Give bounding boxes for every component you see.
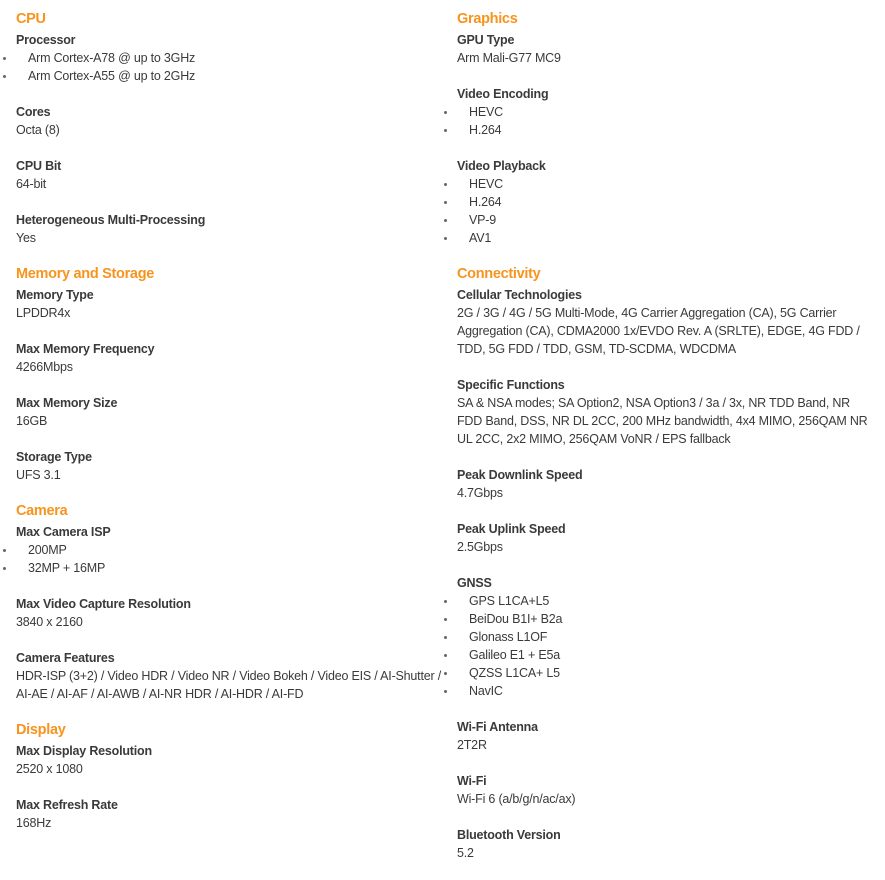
- section-camera: [16, 502, 457, 703]
- list-item: HEVC: [457, 175, 877, 193]
- section-title: Memory and Storage: [16, 266, 155, 282]
- spec-label: Wi-Fi Antenna: [457, 720, 538, 734]
- list-item: Arm Cortex-A78 @ up to 3GHz: [16, 49, 457, 67]
- spec-value: Wi-Fi 6 (a/b/g/n/ac/ax): [457, 792, 576, 806]
- section-cpu: [16, 10, 457, 247]
- spec-value: 2.5Gbps: [457, 540, 503, 554]
- spec-wi-fi-antenna: [457, 718, 877, 754]
- spec-bluetooth-version: [457, 826, 877, 862]
- spec-label: Max Memory Size: [16, 396, 118, 410]
- spec-value: HDR-ISP (3+2) / Video HDR / Video NR / Video Bokeh / Video EIS / AI-Shutter / AI-AE / AI-AF / AI-AWB / AI-NR HDR / AI-HDR / AI-FD: [16, 669, 441, 701]
- spec-value: Arm Mali-G77 MC9: [457, 51, 561, 65]
- spec-label: Max Video Capture Resolution: [16, 597, 191, 611]
- spec-gpu-type: [457, 31, 877, 67]
- spec-value: 4266Mbps: [16, 360, 73, 374]
- section-title: Display: [16, 722, 66, 738]
- spec-cpu-bit: [16, 157, 457, 193]
- spec-value: 2520 x 1080: [16, 762, 83, 776]
- spec-wi-fi: [457, 772, 877, 808]
- spec-processor: [16, 31, 457, 85]
- list-item: Galileo E1 + E5a: [457, 646, 877, 664]
- spec-label: GPU Type: [457, 33, 515, 47]
- spec-label: Heterogeneous Multi-Processing: [16, 213, 206, 227]
- spec-value: 4.7Gbps: [457, 486, 503, 500]
- list-item: BeiDou B1I+ B2a: [457, 610, 877, 628]
- section-display: [16, 721, 457, 832]
- section-memory-and-storage: [16, 265, 457, 484]
- section-title: Camera: [16, 503, 68, 519]
- spec-gnss: [457, 574, 877, 700]
- section-graphics: [457, 10, 877, 247]
- spec-value: 2T2R: [457, 738, 487, 752]
- list-item: H.264: [457, 121, 877, 139]
- spec-value-list: [16, 49, 457, 85]
- spec-max-memory-size: [16, 394, 457, 430]
- spec-label: Max Refresh Rate: [16, 798, 118, 812]
- spec-value: LPDDR4x: [16, 306, 71, 320]
- list-item: GPS L1CA+L5: [457, 592, 877, 610]
- spec-value-list: [457, 175, 877, 247]
- spec-max-display-resolution: [16, 742, 457, 778]
- spec-label: GNSS: [457, 576, 492, 590]
- spec-label: CPU Bit: [16, 159, 62, 173]
- list-item: 32MP + 16MP: [16, 559, 457, 577]
- spec-label: Storage Type: [16, 450, 92, 464]
- spec-value: UFS 3.1: [16, 468, 61, 482]
- spec-value: 5.2: [457, 846, 474, 860]
- spec-value: 16GB: [16, 414, 48, 428]
- spec-value: SA & NSA modes; SA Option2, NSA Option3 / 3a / 3x, NR TDD Band, NR FDD Band, DSS, NR DL 2CC, 200 MHz bandwidth, 4x4 MIMO, 256QAM NR UL 2CC, 2x2 MIMO, 256QAM VoNR / EPS fallback: [457, 396, 868, 446]
- list-item: H.264: [457, 193, 877, 211]
- spec-label: Video Playback: [457, 159, 546, 173]
- section-title: Connectivity: [457, 266, 541, 282]
- spec-value: Yes: [16, 231, 36, 245]
- section-title: Graphics: [457, 11, 518, 27]
- spec-label: Camera Features: [16, 651, 115, 665]
- list-item: AV1: [457, 229, 877, 247]
- list-item: HEVC: [457, 103, 877, 121]
- spec-label: Video Encoding: [457, 87, 549, 101]
- section-title: CPU: [16, 11, 46, 27]
- list-item: 200MP: [16, 541, 457, 559]
- spec-max-camera-isp: [16, 523, 457, 577]
- spec-label: Processor: [16, 33, 76, 47]
- right-column: [457, 0, 877, 880]
- list-item: Arm Cortex-A55 @ up to 2GHz: [16, 67, 457, 85]
- spec-peak-uplink-speed: [457, 520, 877, 556]
- spec-max-memory-frequency: [16, 340, 457, 376]
- spec-peak-downlink-speed: [457, 466, 877, 502]
- spec-label: Cores: [16, 105, 51, 119]
- spec-max-refresh-rate: [16, 796, 457, 832]
- list-item: QZSS L1CA+ L5: [457, 664, 877, 682]
- list-item: Glonass L1OF: [457, 628, 877, 646]
- spec-label: Max Display Resolution: [16, 744, 152, 758]
- spec-value-list: [16, 541, 457, 577]
- spec-value: Octa (8): [16, 123, 60, 137]
- spec-value: 64-bit: [16, 177, 47, 191]
- spec-label: Memory Type: [16, 288, 94, 302]
- spec-cores: [16, 103, 457, 139]
- spec-label: Peak Uplink Speed: [457, 522, 566, 536]
- spec-specific-functions: [457, 376, 877, 448]
- spec-video-playback: [457, 157, 877, 247]
- spec-heterogeneous-multi-processing: [16, 211, 457, 247]
- spec-label: Bluetooth Version: [457, 828, 561, 842]
- spec-value: 2G / 3G / 4G / 5G Multi-Mode, 4G Carrier Aggregation (CA), 5G Carrier Aggregation (CA), CDMA2000 1x/EVDO Rev. A (SRLTE), EDGE, 4G FDD / TDD, 5G FDD / TDD, GSM, TD-SCDMA, WDCDMA: [457, 306, 860, 356]
- spec-label: Max Camera ISP: [16, 525, 111, 539]
- list-item: VP-9: [457, 211, 877, 229]
- spec-max-video-capture-resolution: [16, 595, 457, 631]
- spec-camera-features: [16, 649, 457, 703]
- list-item: NavIC: [457, 682, 877, 700]
- spec-video-encoding: [457, 85, 877, 139]
- spec-memory-type: [16, 286, 457, 322]
- spec-value-list: [457, 592, 877, 700]
- spec-cellular-technologies: [457, 286, 877, 358]
- section-connectivity: [457, 265, 877, 862]
- spec-value: 3840 x 2160: [16, 615, 83, 629]
- spec-storage-type: [16, 448, 457, 484]
- left-column: [16, 0, 457, 880]
- spec-label: Specific Functions: [457, 378, 565, 392]
- spec-label: Max Memory Frequency: [16, 342, 155, 356]
- spec-label: Cellular Technologies: [457, 288, 582, 302]
- spec-value-list: [457, 103, 877, 139]
- spec-label: Peak Downlink Speed: [457, 468, 583, 482]
- spec-value: 168Hz: [16, 816, 52, 830]
- spec-label: Wi-Fi: [457, 774, 487, 788]
